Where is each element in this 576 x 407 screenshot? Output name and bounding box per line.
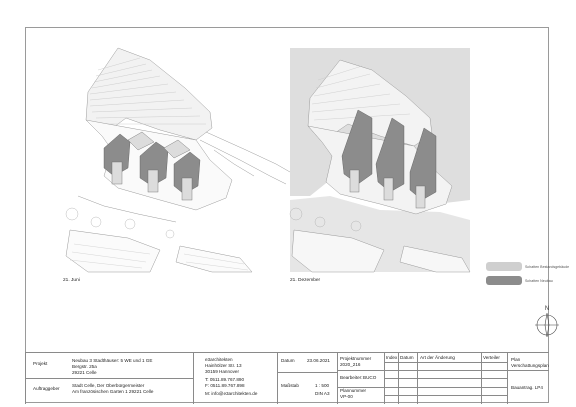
projekt-line-3: 29221 Celle xyxy=(72,370,97,375)
label-datum: Datum xyxy=(281,358,295,363)
caption-left: 21. Juni xyxy=(63,278,80,283)
label-projekt: Projekt xyxy=(33,361,48,366)
title-block xyxy=(25,352,549,404)
architect-name: e3architekten xyxy=(205,357,233,362)
legend-swatch-new xyxy=(486,276,522,285)
plannummer-value: VP-00 xyxy=(340,394,353,399)
label-projektnummer: Projektnummer xyxy=(340,356,372,361)
rev-header-verteiler: Verteiler xyxy=(483,355,500,360)
architect-street: Hainhölzer Str. 13 xyxy=(205,363,242,368)
format-value: DIN A3 xyxy=(315,391,330,396)
massstab-value: 1 : 500 xyxy=(315,383,330,388)
architect-email[interactable]: M: info@e3architekten.de xyxy=(205,391,258,396)
label-massstab: Maßstab xyxy=(281,383,299,388)
projekt-line-1: Neubau 3 Stadthäuser: 5 WE und 1 GE xyxy=(72,358,153,363)
plan-title: Verschattungsplan xyxy=(511,363,549,368)
rev-header-index: Index xyxy=(386,355,398,360)
rev-header-aenderung: Art der Änderung xyxy=(420,355,455,360)
architect-city: 30159 Hannover xyxy=(205,369,239,374)
architect-phone: T: 0511.89.767.890 xyxy=(205,377,244,382)
plan-code: Bauantrag. LP4 xyxy=(511,385,543,390)
bearbeiter-value: BUCO xyxy=(363,375,377,380)
legend-label-new: Schatten Neubau xyxy=(525,279,553,283)
auftraggeber-line-2: Am französischen Garten 1 29221 Celle xyxy=(72,389,154,394)
legend-label-existing: Schatten Bestandsgebäude xyxy=(525,265,570,269)
legend-swatch-existing xyxy=(486,262,522,271)
label-plan: Plan xyxy=(511,357,521,362)
datum-value: 23.06.2021 xyxy=(307,358,330,363)
rev-header-datum: Datum xyxy=(400,355,414,360)
north-letter: N xyxy=(544,306,550,312)
north-arrow-icon xyxy=(534,304,560,338)
projektnummer-value: 2020_216 xyxy=(340,362,361,367)
caption-right: 21. Dezember xyxy=(290,278,321,283)
label-auftraggeber: Auftraggeber xyxy=(33,386,60,391)
projekt-line-2: Bergstr. 25a xyxy=(72,364,97,369)
architect-fax: F: 0511.89.767.898 xyxy=(205,383,245,388)
label-bearbeiter: Bearbeiter: xyxy=(340,375,363,380)
label-plannummer: Plannummer xyxy=(340,388,367,393)
auftraggeber-line-1: Stadt Celle, Der Oberbürgermeister xyxy=(72,383,145,388)
